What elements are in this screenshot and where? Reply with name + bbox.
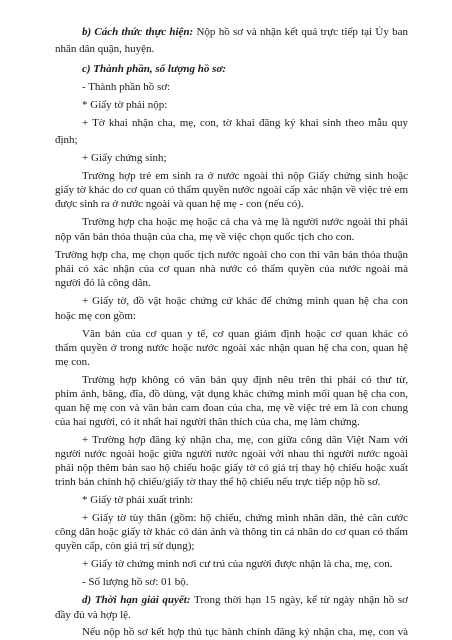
item-vn-foreign-line-2: người nước ngoài hoặc giữa người nước ngoài với nhau thì người nước ngoài: [55, 448, 408, 460]
quantity: - Số lượng hồ sơ: 01 bộ.: [82, 576, 189, 588]
item-vn-foreign-line-1: + Trường hợp đăng ký nhận cha, mẹ, con giữa công dân Việt Nam với: [82, 434, 408, 446]
para-nationality-line-3: người đó là công dân.: [55, 277, 151, 289]
bullet-no-doc-line-2: phim ảnh, băng, đĩa, đồ dùng, vật dụng khác chứng minh mối quan hệ cha con,: [55, 388, 408, 400]
bullet-medical-text: Văn bản của cơ quan y tế, cơ quan giám định hoặc cơ quan khác có: [82, 328, 408, 340]
item-birth-cert: + Giấy chứng sinh;: [82, 152, 167, 164]
item-declaration-line-2: định;: [55, 134, 78, 146]
item-declaration-line-1: + Tờ khai nhận cha, mẹ, con, tờ khai đăng ký khai sinh theo mẫu quy: [82, 117, 408, 129]
item-evidence-line-2: hoặc mẹ con gồm:: [55, 310, 136, 322]
para-nationality-line-1: Trường hợp cha, mẹ chọn quốc tịch nước ngoài cho con thì văn bản thỏa thuận: [55, 249, 408, 261]
item-evidence-line-1: + Giấy tờ, đồ vật hoặc chứng cứ khác để chứng minh quan hệ cha con: [82, 295, 408, 307]
para-combined-line-1: Nếu nộp hồ sơ kết hợp thủ tục hành chính đăng ký nhận cha, mẹ, con và: [82, 626, 408, 638]
section-d-heading: d) Thời hạn giải quyết:: [82, 594, 191, 606]
para-abroad-line-1: Trường hợp trẻ em sinh ra ở nước ngoài thì nộp Giấy chứng sinh hoặc: [82, 170, 408, 182]
section-d-text: Trong thời hạn 15 ngày, kể từ ngày nhận hồ sơ: [190, 594, 408, 606]
item-vn-foreign-line-3: phải nộp thêm bản sao hộ chiếu hoặc giấy tờ có giá trị thay hộ chiếu hoặc xuất: [55, 462, 408, 474]
section-c-heading: c) Thành phần, số lượng hồ sơ:: [82, 63, 227, 75]
para-abroad-line-3: được sinh ra ở nước ngoài và quan hệ mẹ - con (nếu có).: [55, 198, 304, 210]
para-foreign-parents-line-2: nộp văn bản thỏa thuận của cha, mẹ về việc chọn quốc tịch cho con.: [55, 231, 355, 243]
bullet-medical-line-3: mẹ con.: [55, 356, 90, 368]
section-b-text: Nộp hồ sơ và nhận kết quả trực tiếp tại Ủy ban: [193, 26, 408, 38]
para-abroad-line-2: giấy tờ khác do cơ quan có thẩm quyền nước ngoài cấp xác nhận về việc trẻ em: [55, 184, 408, 196]
section-d-line-1: [82, 594, 408, 607]
must-submit-label: * Giấy tờ phải nộp:: [82, 99, 168, 111]
item-id-line-2: công dân hoặc giấy tờ khác có dán ảnh và thông tin cá nhân do cơ quan có thẩm: [55, 526, 408, 538]
bullet-no-doc-line-1: [82, 374, 408, 387]
bullet-medical-line-1: [82, 328, 408, 341]
para-foreign-parents-line-1: Trường hợp cha hoặc mẹ hoặc cả cha và mẹ là người nước ngoài thì phải: [82, 216, 408, 228]
must-present-label: * Giấy tờ phải xuất trình:: [82, 494, 194, 506]
para-nationality-line-2: phải có xác nhận của cơ quan nhà nước có thẩm quyền của nước ngoài mà: [55, 263, 408, 275]
bullet-no-doc-text: Trường hợp không có văn bản quy định nêu trên thì phải có thư từ,: [82, 374, 408, 386]
bullet-medical-line-2: thẩm quyền ở trong nước hoặc nước ngoài xác nhận quan hệ cha con, quan hệ: [55, 342, 408, 354]
section-b-heading: b) Cách thức thực hiện:: [82, 26, 194, 38]
section-b-line-2: nhân dân quận, huyện.: [55, 43, 155, 55]
components-label: - Thành phần hồ sơ:: [82, 81, 171, 93]
bullet-no-doc-line-3: quan hệ mẹ con và văn bản cam đoan của cha, mẹ về việc trẻ em là con chung: [55, 402, 408, 414]
item-id-line-1: + Giấy tờ tùy thân (gồm: hộ chiếu, chứng minh nhân dân, thẻ căn cước: [82, 512, 408, 524]
bullet-no-doc-line-4: của hai người, có ít nhất hai người thân thích của cha, mẹ làm chứng.: [55, 416, 360, 428]
item-residence: + Giấy tờ chứng minh nơi cư trú của người được nhận là cha, mẹ, con.: [82, 558, 393, 570]
section-d-line-2: đầy đủ và hợp lệ.: [55, 609, 131, 621]
item-vn-foreign-line-4: trình bản chính hộ chiếu/giấy tờ thay thế hộ chiếu nếu trực tiếp nộp hồ sơ.: [55, 476, 381, 488]
section-b-line-1: [82, 26, 408, 39]
item-id-line-3: quyền cấp, còn giá trị sử dụng);: [55, 540, 195, 552]
